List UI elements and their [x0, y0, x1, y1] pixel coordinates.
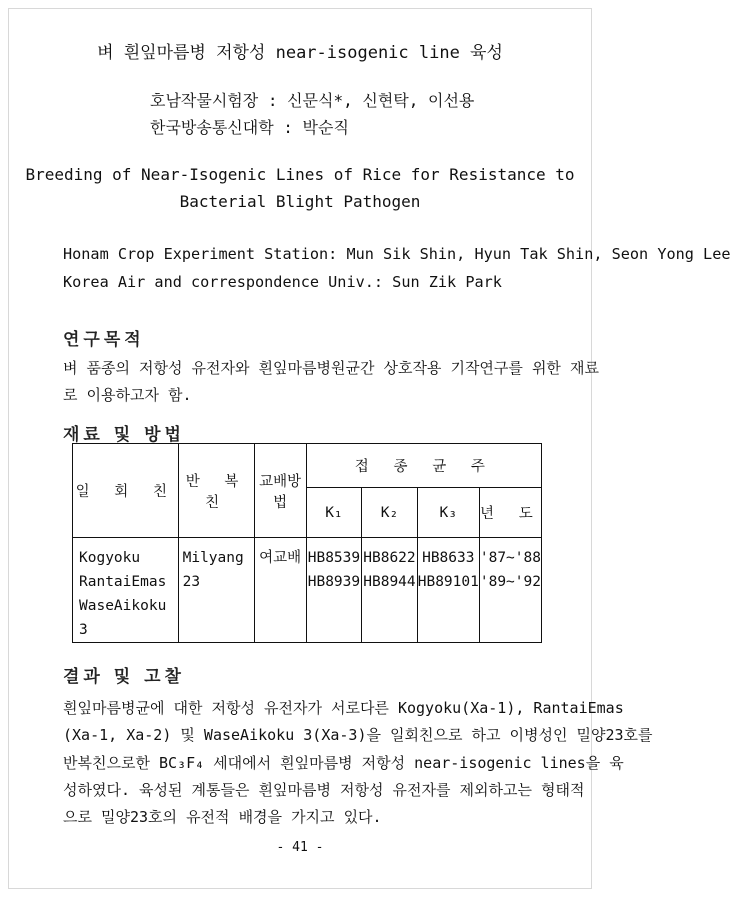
cell-k3	[417, 538, 479, 643]
results-text-line-1: 흰잎마름병균에 대한 저항성 유전자가 서로다른 Kogyoku(Xa-1), RantaiEmas	[63, 699, 624, 717]
korean-author-line-2: 한국방송통신대학 : 박순직	[150, 118, 349, 137]
cell-parents	[73, 538, 179, 643]
header-cross-method: 교배방법	[254, 444, 306, 538]
header-year: 년 도	[479, 488, 541, 538]
section-heading-purpose: 연구목적	[63, 330, 145, 350]
header-k3: K₃	[417, 488, 479, 538]
year-range-2: '89~'92	[479, 574, 541, 590]
english-affiliation-line-2: Korea Air and correspondence Univ.: Sun Zik Park	[63, 273, 502, 291]
cell-year	[479, 538, 541, 643]
recurrent-milyang: Milyang 23	[182, 550, 244, 590]
english-affiliation-line-1: Honam Crop Experiment Station: Mun Sik Shin, Hyun Tak Shin, Seon Yong Lee	[63, 245, 731, 263]
k2-strain-2: HB8944	[363, 574, 416, 590]
header-k1: K₁	[306, 488, 362, 538]
parent-kogyoku: Kogyoku	[79, 550, 141, 566]
cell-k2	[362, 538, 418, 643]
k1-strain-1: HB8539	[307, 550, 361, 566]
header-parent: 일 회 친	[73, 444, 179, 538]
materials-table	[72, 443, 542, 643]
purpose-text-line-2: 로 이용하고자 함.	[63, 386, 192, 404]
header-inoculation-strains: 접 종 균 주	[306, 444, 541, 488]
section-heading-methods: 재료 및 방법	[63, 425, 185, 445]
k3-strain-2: HB89101	[417, 574, 479, 590]
english-title-line-1: Breeding of Near-Isogenic Lines of Rice for Resistance to	[25, 165, 575, 184]
cross-method-backcross: 여교배	[259, 550, 302, 566]
cell-recurrent	[178, 538, 254, 643]
k3-strain-1: HB8633	[422, 550, 475, 566]
results-text-line-2: (Xa-1, Xa-2) 및 WaseAikoku 3(Xa-3)을 일회친으로 하고 이병성인 밀양23호를	[63, 726, 653, 744]
results-text-line-4: 성하였다. 육성된 계통들은 흰잎마름병 저항성 유전자를 제외하고는 형태적	[63, 781, 585, 799]
k2-strain-1: HB8622	[363, 550, 416, 566]
cell-cross-method	[254, 538, 306, 643]
results-text-line-5: 으로 밀양23호의 유전적 배경을 가지고 있다.	[63, 808, 382, 826]
results-text-line-3: 반복친으로한 BC₃F₄ 세대에서 흰잎마름병 저항성 near-isogenic lines을 육	[63, 754, 624, 772]
cell-k1	[306, 538, 362, 643]
section-heading-results: 결과 및 고찰	[63, 667, 185, 687]
parent-waseaikoku: WaseAikoku 3	[79, 598, 167, 638]
k1-strain-2: HB8939	[307, 574, 361, 590]
purpose-text-line-1: 벼 품종의 저항성 유전자와 흰잎마름병원균간 상호작용 기작연구를 위한 재료	[63, 359, 599, 377]
header-recurrent-parent: 반 복 친	[178, 444, 254, 538]
parent-rantaiemas: RantaiEmas	[79, 574, 167, 590]
korean-title: 벼 흰잎마름병 저항성 near-isogenic line 육성	[97, 43, 503, 63]
year-range-1: '87~'88	[479, 550, 541, 566]
english-title-line-2: Bacterial Blight Pathogen	[179, 192, 421, 211]
header-k2: K₂	[362, 488, 418, 538]
korean-author-line-1: 호남작물시험장 : 신문식*, 신현탁, 이선용	[150, 91, 475, 110]
page-number: - 41 -	[276, 840, 324, 855]
